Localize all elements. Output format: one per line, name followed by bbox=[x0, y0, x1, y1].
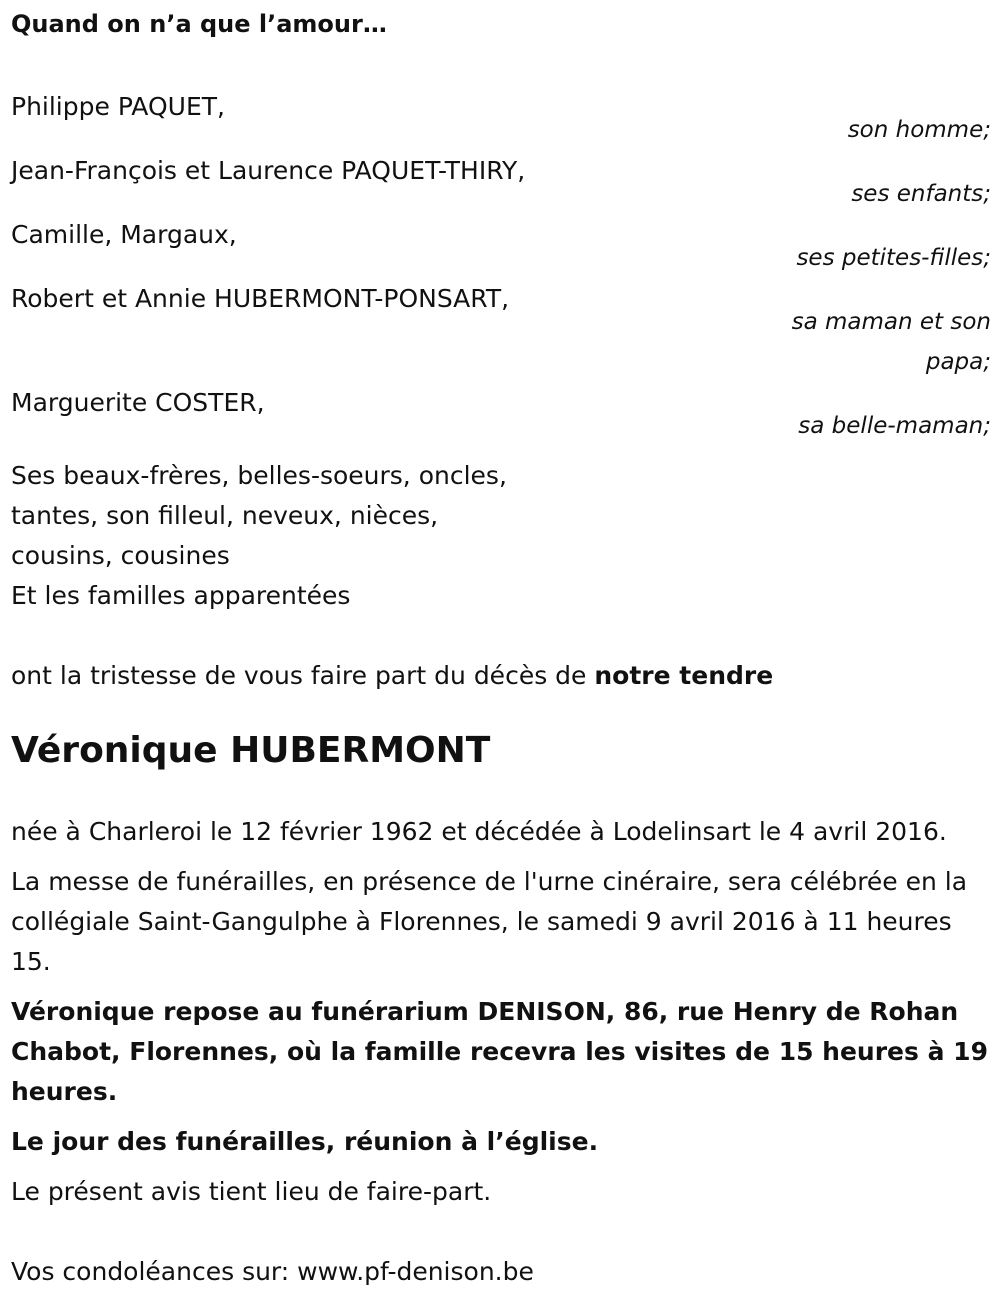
announcement-emphasis: notre tendre bbox=[594, 661, 774, 690]
family-member-relation: sa belle-maman; bbox=[798, 413, 991, 439]
announcement bbox=[11, 656, 991, 696]
extended-family bbox=[11, 456, 991, 616]
family-member bbox=[11, 278, 991, 382]
family-member bbox=[11, 86, 991, 150]
family-member-name: Marguerite COSTER, bbox=[11, 388, 265, 417]
family-member-name: Philippe PAQUET, bbox=[11, 92, 225, 121]
family-member bbox=[11, 382, 991, 446]
notice-statement: Le présent avis tient lieu de faire-part. bbox=[11, 1177, 492, 1206]
announcement-text: ont la tristesse de vous faire part du décès de bbox=[11, 661, 595, 690]
birth-death-details: née à Charleroi le 12 février 1962 et décédée à Lodelinsart le 4 avril 2016. bbox=[11, 817, 947, 846]
family-member-name: Jean-François et Laurence PAQUET-THIRY, bbox=[11, 156, 526, 185]
funeral-home-details: Véronique repose au funérarium DENISON, 86, rue Henry de Rohan Chabot, Florennes, où la famille recevra les visites de 15 heures à 19 heures. bbox=[11, 997, 988, 1106]
extended-family-line: Et les familles apparentées bbox=[11, 581, 351, 610]
extended-family-line: tantes, son filleul, neveux, nièces, bbox=[11, 501, 439, 530]
family-member-relation: sa maman et son papa; bbox=[791, 309, 991, 375]
condolences-link: Vos condoléances sur: www.pf-denison.be bbox=[11, 1257, 534, 1286]
family-member-name: Robert et Annie HUBERMONT-PONSART, bbox=[11, 284, 510, 313]
funeral-mass-details: La messe de funérailles, en présence de l'urne cinéraire, sera célébrée en la collégiale Saint-Gangulphe à Florennes, le samedi 9 avril 2016 à 11 heures 15. bbox=[11, 867, 968, 976]
obituary-notice bbox=[11, 4, 991, 1292]
family-member-relation: ses enfants; bbox=[851, 181, 991, 207]
family-member-relation: son homme; bbox=[847, 117, 991, 143]
family-member bbox=[11, 150, 991, 214]
family-member-relation: ses petites-filles; bbox=[796, 245, 991, 271]
family-member-name: Camille, Margaux, bbox=[11, 220, 237, 249]
extended-family-line: Ses beaux-frères, belles-soeurs, oncles, bbox=[11, 461, 507, 490]
epigraph: Quand on n’a que l’amour… bbox=[11, 10, 387, 38]
meeting-details: Le jour des funérailles, réunion à l’église. bbox=[11, 1127, 599, 1156]
family-member bbox=[11, 214, 991, 278]
deceased-name: Véronique HUBERMONT bbox=[11, 730, 491, 771]
extended-family-line: cousins, cousines bbox=[11, 541, 230, 570]
